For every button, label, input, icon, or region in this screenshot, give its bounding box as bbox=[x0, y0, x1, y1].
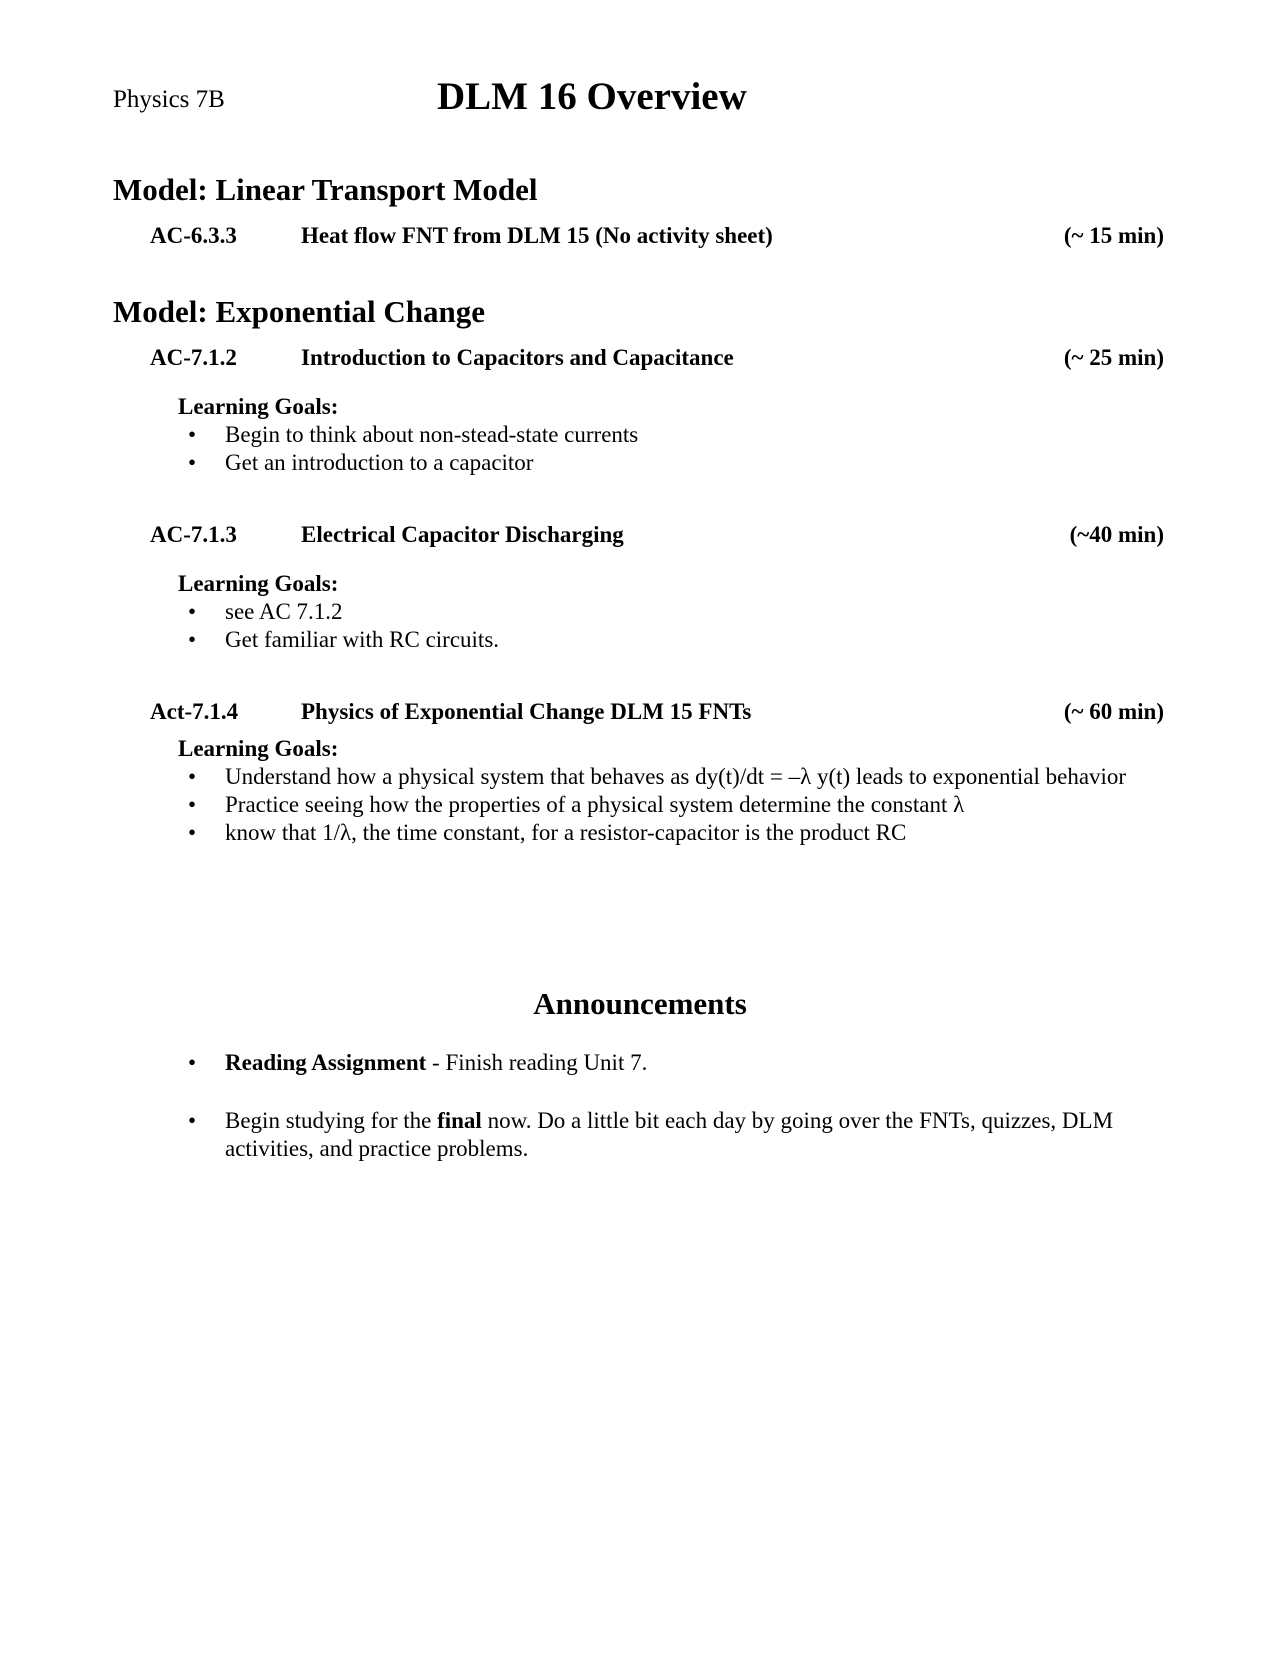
activity-id: AC-7.1.3 bbox=[150, 522, 237, 547]
list-item bbox=[0, 763, 1180, 791]
goal-text: Get familiar with RC circuits. bbox=[225, 627, 500, 652]
bullet-icon: • bbox=[188, 820, 197, 845]
activity-time: (~ 25 min) bbox=[1063, 345, 1164, 370]
list-item bbox=[0, 1107, 1180, 1163]
bullet-icon: • bbox=[188, 627, 197, 652]
activity-id: AC-7.1.2 bbox=[150, 345, 237, 370]
list-item bbox=[0, 819, 1180, 847]
goal-text: know that 1/λ, the time constant, for a resistor-capacitor is the product RC bbox=[225, 820, 907, 845]
activity-id: Act-7.1.4 bbox=[150, 699, 239, 724]
bullet-icon: • bbox=[188, 1050, 197, 1075]
learning-goals-label: Learning Goals: bbox=[178, 571, 339, 596]
bullet-icon: • bbox=[188, 422, 197, 447]
activity-title: Electrical Capacitor Discharging bbox=[301, 522, 624, 547]
goal-text: Practice seeing how the properties of a physical system determine the constant λ bbox=[225, 792, 965, 817]
learning-goals-list bbox=[0, 598, 1180, 654]
announcement-text-after: now. Do a little bit each day by going over the FNTs, quizzes, DLM activities, and practice problems. bbox=[225, 1108, 1114, 1161]
course-name: Physics 7B bbox=[113, 86, 225, 113]
learning-goals-label: Learning Goals: bbox=[178, 394, 339, 419]
list-item bbox=[0, 598, 1180, 626]
list-item bbox=[0, 626, 1180, 654]
goal-text: Get an introduction to a capacitor bbox=[225, 450, 534, 475]
announcements-list bbox=[0, 1049, 1180, 1193]
goal-text: Understand how a physical system that behaves as dy(t)/dt = –λ y(t) leads to exponential behavior bbox=[225, 764, 1127, 789]
announcement-text-after: - Finish reading Unit 7. bbox=[426, 1050, 648, 1075]
activity-title: Introduction to Capacitors and Capacitance bbox=[301, 345, 734, 370]
activity-time: (~ 60 min) bbox=[1063, 699, 1164, 724]
list-item bbox=[0, 791, 1180, 819]
activity-time: (~40 min) bbox=[1069, 522, 1164, 547]
activity-time: (~ 15 min) bbox=[1063, 223, 1164, 248]
learning-goals-list bbox=[0, 763, 1180, 847]
list-item bbox=[0, 421, 1180, 449]
learning-goals-label: Learning Goals: bbox=[178, 736, 339, 761]
page-title: DLM 16 Overview bbox=[437, 75, 747, 118]
goal-text: Begin to think about non-stead-state currents bbox=[225, 422, 639, 447]
announcement-bold: Reading Assignment bbox=[225, 1050, 427, 1075]
goal-text: see AC 7.1.2 bbox=[225, 599, 343, 624]
bullet-icon: • bbox=[188, 792, 197, 817]
announcement-bold: final bbox=[437, 1108, 482, 1133]
announcements-heading: Announcements bbox=[533, 986, 747, 1021]
activity-title: Heat flow FNT from DLM 15 (No activity sheet) bbox=[301, 223, 773, 248]
bullet-icon: • bbox=[188, 450, 197, 475]
learning-goals-list bbox=[0, 421, 1180, 477]
announcement-text-before: Begin studying for the bbox=[225, 1108, 438, 1133]
bullet-icon: • bbox=[188, 599, 197, 624]
model-heading-exponential-change: Model: Exponential Change bbox=[113, 294, 486, 329]
bullet-icon: • bbox=[188, 764, 197, 789]
list-item bbox=[0, 449, 1180, 477]
activity-title: Physics of Exponential Change DLM 15 FNTs bbox=[301, 699, 752, 724]
model-heading-linear-transport: Model: Linear Transport Model bbox=[113, 172, 538, 207]
bullet-icon: • bbox=[188, 1108, 197, 1133]
list-item bbox=[0, 1049, 1180, 1077]
activity-id: AC-6.3.3 bbox=[150, 223, 237, 248]
